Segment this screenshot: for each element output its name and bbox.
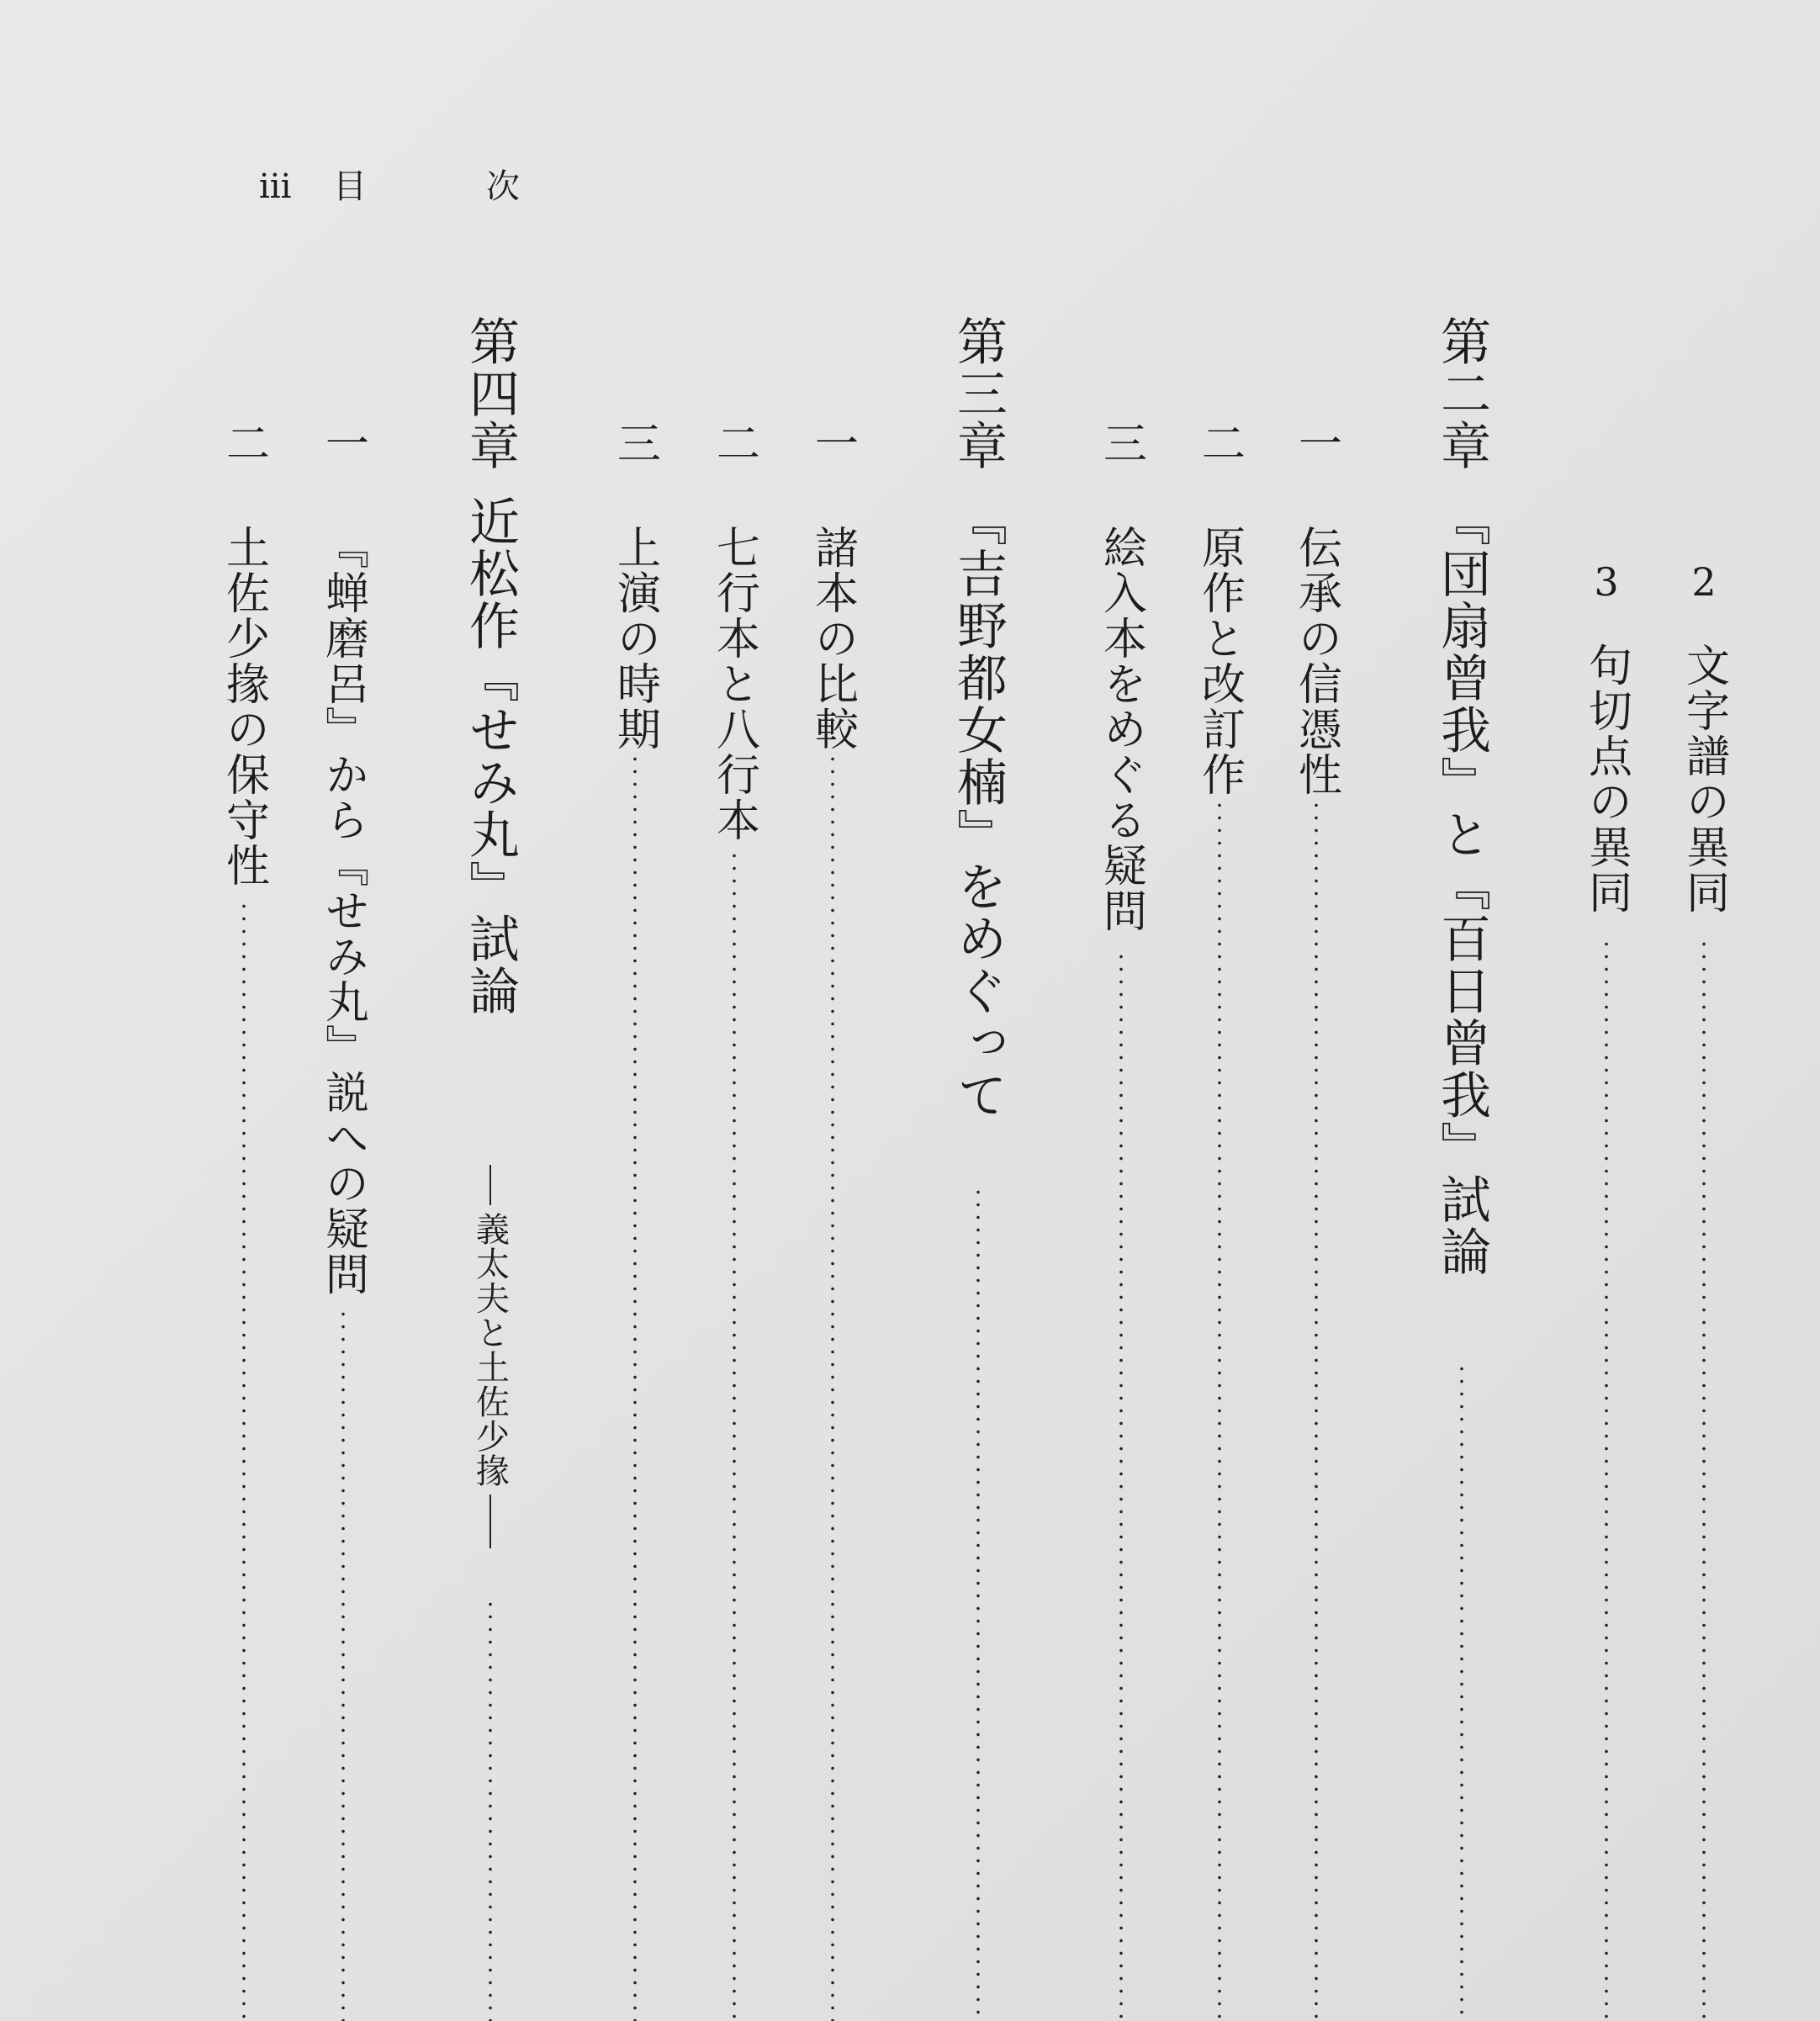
section-title: 諸本の比較 [807, 525, 858, 752]
toc-entry-kugiri [1581, 0, 1632, 2021]
section-number: 一 [807, 421, 858, 466]
leader-dots [1119, 950, 1123, 2021]
section-title: 『蝉磨呂』から『せみ丸』説への疑問 [317, 525, 368, 1297]
section-entry [219, 0, 269, 2021]
leader-dots [1460, 1362, 1463, 2021]
chapter-title: 近松作『せみ丸』試論 [461, 495, 520, 1017]
chapter-3-entry [946, 0, 1010, 2021]
section-entry [709, 0, 759, 2021]
leader-dots [1702, 938, 1706, 2021]
header-title-moku: 目 [333, 167, 367, 206]
entry-number: 2 [1691, 559, 1717, 605]
section-number: 二 [218, 421, 269, 466]
section-title: 絵入本をめぐる疑問 [1095, 525, 1146, 934]
leader-dots [976, 1186, 980, 2021]
chapter-2-entry [1430, 0, 1494, 2021]
section-entry [1096, 0, 1146, 2021]
section-title: 七行本と八行本 [708, 525, 759, 843]
entry-number: 3 [1594, 559, 1619, 605]
section-title: 伝承の信憑性 [1290, 525, 1341, 797]
leader-dots [242, 900, 246, 2021]
section-number: 三 [1095, 421, 1146, 466]
leader-dots [633, 753, 637, 2021]
subtitle-dash [489, 1495, 491, 1548]
section-number: 一 [317, 421, 368, 466]
chapter-4-subtitle [467, 1165, 514, 1548]
section-number: 一 [1290, 421, 1341, 466]
chapter-title: 『吉野都女楠』をめぐって [949, 495, 1008, 1121]
leader-dots [831, 753, 834, 2021]
chapter-number: 第二章 [1432, 315, 1491, 472]
section-number: 三 [609, 421, 660, 466]
leader-dots [1315, 799, 1318, 2021]
section-entry [1291, 0, 1341, 2021]
section-title: 原作と改訂作 [1193, 525, 1245, 797]
leader-dots [733, 849, 736, 2021]
section-title: 土佐少掾の保守性 [218, 525, 269, 888]
entry-title: 句切点の異同 [1580, 643, 1632, 915]
page-number: iii [259, 167, 292, 206]
section-entry [1194, 0, 1245, 2021]
leader-dots [1218, 799, 1221, 2021]
subtitle-text: 義太夫と土佐少掾 [470, 1212, 510, 1488]
chapter-title: 『団扇曾我』と『百日曾我』試論 [1432, 495, 1491, 1278]
header-title-ji: 次 [486, 167, 520, 206]
section-number: 二 [1193, 421, 1245, 466]
leader-dots [489, 1598, 492, 2021]
subtitle-dash [489, 1165, 491, 1205]
leader-dots [341, 1308, 345, 2021]
section-entry [318, 0, 368, 2021]
section-number: 二 [708, 421, 759, 466]
leader-dots [1605, 938, 1608, 2021]
section-entry [807, 0, 858, 2021]
entry-title: 文字譜の異同 [1678, 643, 1729, 915]
chapter-number: 第三章 [949, 315, 1008, 472]
toc-entry-moji-fu [1679, 0, 1729, 2021]
section-title: 上演の時期 [609, 525, 660, 752]
section-entry [610, 0, 660, 2021]
chapter-number: 第四章 [461, 315, 520, 472]
